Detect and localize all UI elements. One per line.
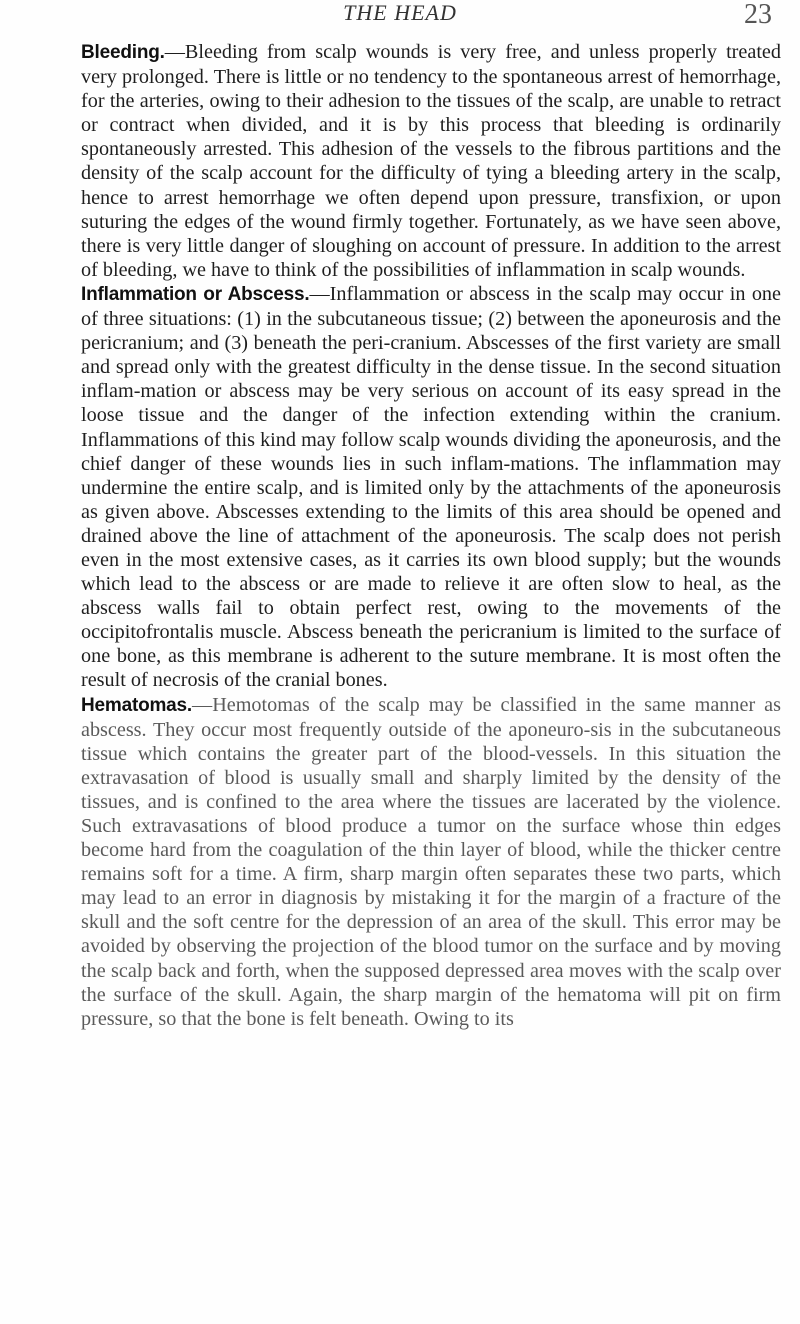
paragraph-hematomas <box>81 693 781 1031</box>
page-header <box>0 0 800 40</box>
section-heading-hematomas: Hematomas. <box>81 694 192 716</box>
paragraph-text: —Inflammation or abscess in the scalp may occur in one of three situations: (1) in the subcutaneous tissue; (2) between the aponeurosis and the pericranium; and (3) beneath the peri-cranium. Abscesses of the first variety are small and spread only with the greatest difficulty in the dense tissue. In the second situation inflam-mation or abscess may be very serious on account of its easy spread in the loose tissue and the danger of the infection extending within the cranium. Inflammations of this kind may follow scalp wounds dividing the aponeurosis, and the chief danger of these wounds lies in such inflam-mations. The inflammation may undermine the entire scalp, and is limited only by the attachments of the aponeurosis as given above. Abscesses extending to the limits of this area should be opened and drained above the line of attachment of the aponeurosis. The scalp does not perish even in the most extensive cases, as it carries its own blood supply; but the wounds which lead to the abscess or are made to relieve it are often slow to heal, as the abscess walls fail to obtain perfect rest, owing to the movements of the occipitofrontalis muscle. Abscess beneath the pericranium is limited to the surface of one bone, as this membrane is adherent to the suture membrane. It is most often the result of necrosis of the cranial bones. <box>81 282 781 692</box>
paragraph-bleeding <box>81 40 781 282</box>
running-head: THE HEAD <box>343 0 457 25</box>
body-text <box>81 40 781 1031</box>
paragraph-text: —Hemotomas of the scalp may be classified in the same manner as abscess. They occur most frequently outside of the aponeuro-sis in the subcutaneous tissue which contains the greater part of the blood-vessels. In this situation the extravasation of blood is usually small and sharply limited by the density of the tissues, and is confined to the area where the tissues are lacerated by the violence. Such extravasations of blood produce a tumor on the surface whose thin edges become hard from the coagulation of the thin layer of blood, while the thicker centre remains soft for a time. A firm, sharp margin often separates these two parts, which may lead to an error in diagnosis by mistaking it for the margin of a fracture of the skull and the soft centre for the depression of an area of the skull. This error may be avoided by observing the projection of the blood tumor on the surface and by moving the scalp back and forth, when the supposed depressed area moves with the scalp over the surface of the skull. Again, the sharp margin of the hematoma will pit on firm pressure, so that the bone is felt beneath. Owing to its <box>81 693 781 1030</box>
page-number: 23 <box>744 0 772 30</box>
section-heading-inflammation: Inflammation or Abscess. <box>81 283 310 305</box>
paragraph-text: —Bleeding from scalp wounds is very free, and unless properly treated very prolonged. There is little or no tendency to the spontaneous arrest of hemorrhage, for the arteries, owing to their adhesion to the tissues of the scalp, are unable to retract or contract when divided, and it is by this process that bleeding is ordinarily spontaneously arrested. This adhesion of the vessels to the fibrous partitions and the density of the scalp account for the difficulty of tying a bleeding artery in the scalp, hence to arrest hemorrhage we often depend upon pressure, transfixion, or upon suturing the edges of the wound firmly together. Fortunately, as we have seen above, there is very little danger of sloughing on account of pressure. In addition to the arrest of bleeding, we have to think of the possibilities of inflammation in scalp wounds. <box>81 41 781 281</box>
paragraph-inflammation <box>81 282 781 693</box>
section-heading-bleeding: Bleeding. <box>81 42 165 63</box>
